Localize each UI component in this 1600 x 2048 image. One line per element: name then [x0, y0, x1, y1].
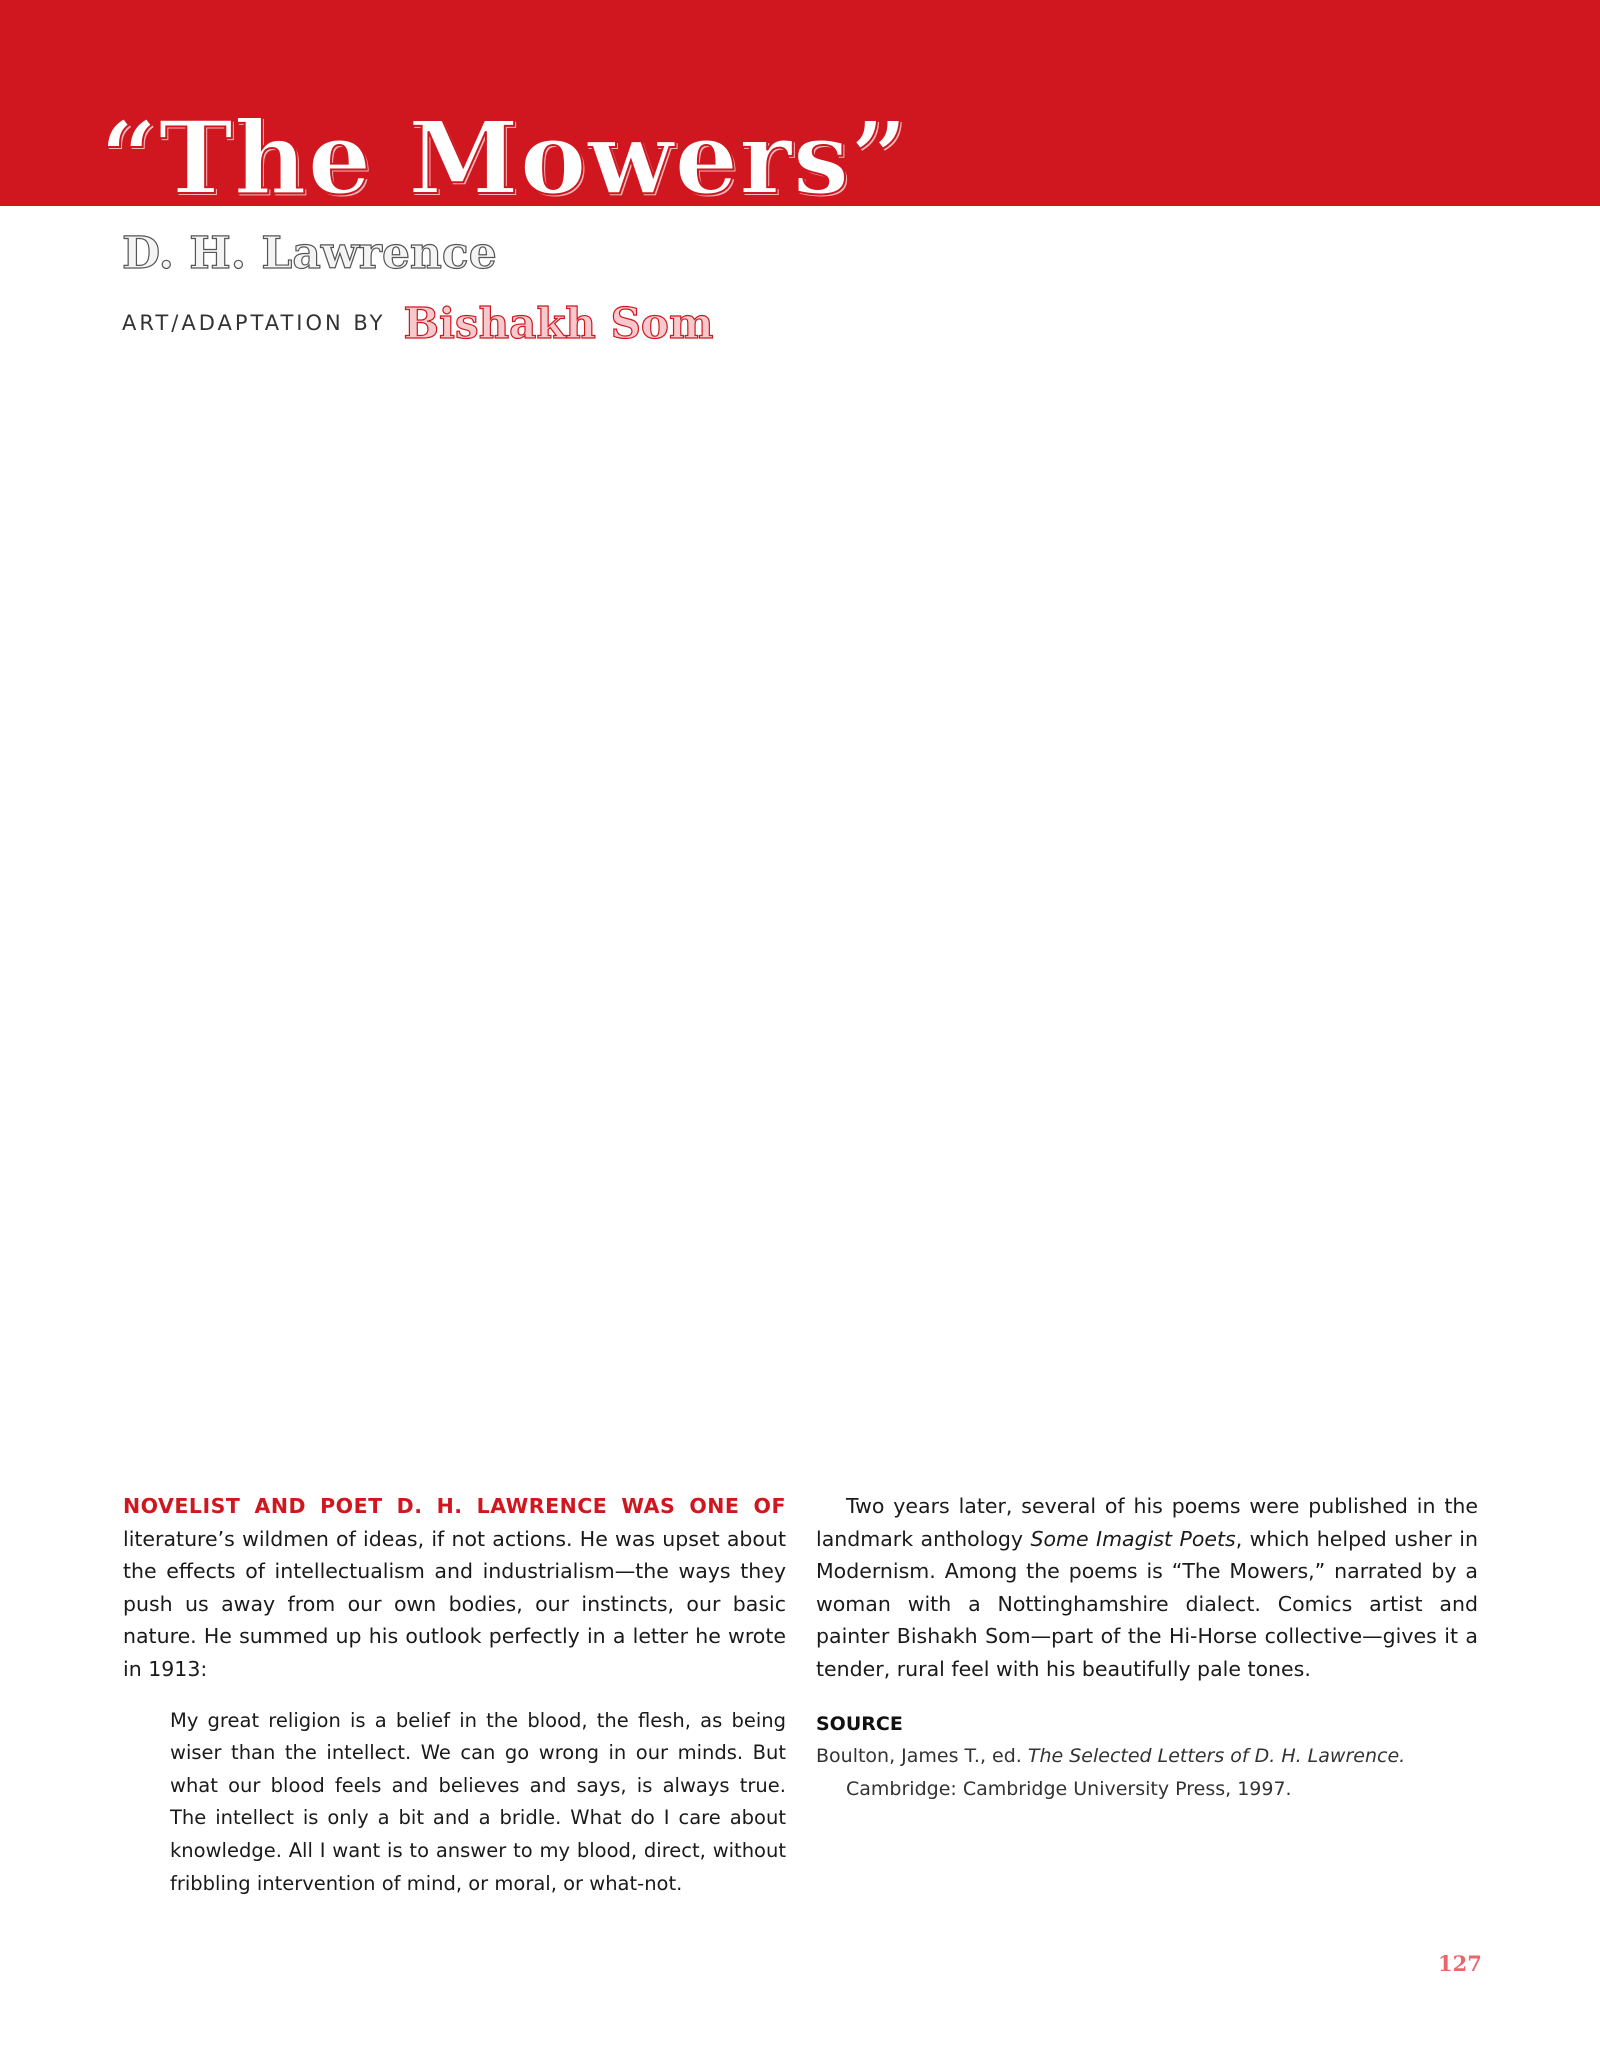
intro-paragraph-1-text: literature’s wildmen of ideas, if not actions. He was upset about the effects of intellectualism and industrialism—the ways they push us away from our own bodies, our instincts, our basic nature. He summed up his outlook perfectly in a letter he wrote in 1913:: [123, 1526, 786, 1681]
intro-paragraph-2: [816, 1490, 1478, 1686]
intro-paragraph-2-end: , which helped usher in Modernism. Among the poems is “The Mowers,” narrated by a woman with a Nottinghamshire dialect. Comics artist and painter Bishakh Som—part of the Hi-Horse collective—gives it a tender, rural feel with his beautifully pale tones.: [816, 1526, 1478, 1681]
author-name: D. H. Lawrence: [122, 228, 497, 279]
intro-paragraph-1: [123, 1490, 786, 1686]
intro-lead-in: NOVELIST AND POET D. H. LAWRENCE WAS ONE OF: [123, 1494, 786, 1518]
source-author: Boulton, James T., ed.: [816, 1745, 1028, 1768]
story-title: “The Mowers”: [100, 99, 909, 217]
anthology-title: Some Imagist Poets: [1030, 1526, 1236, 1551]
intro-column-right: [816, 1490, 1478, 1805]
source-citation: [816, 1740, 1478, 1805]
intro-column-left: [123, 1490, 786, 1900]
intro-paragraph-2-start: Two years later, several of his poems were published in the landmark anthology: [816, 1494, 1478, 1551]
page-number: 127: [1438, 1951, 1482, 1976]
source-book-title: The Selected Letters of D. H. Lawrence.: [1027, 1745, 1406, 1768]
adaptation-credit: [122, 298, 713, 348]
letter-quote: My great religion is a belief in the blood, the flesh, as being wiser than the intellect. We can go wrong in our minds. But what our blood feels and believes and says, is always true. The intellect is only a bit and a bridle. What do I care about knowledge. All I want is to answer to my blood, direct, without fribbling intervention of mind, or moral, or what-not.: [170, 1708, 786, 1895]
credit-label: ART/ADAPTATION BY: [122, 311, 386, 335]
credit-artist-name: Bishakh Som: [403, 298, 714, 348]
source-publisher: Cambridge: Cambridge University Press, 1997.: [846, 1777, 1292, 1800]
source-heading: SOURCE: [816, 1712, 903, 1735]
